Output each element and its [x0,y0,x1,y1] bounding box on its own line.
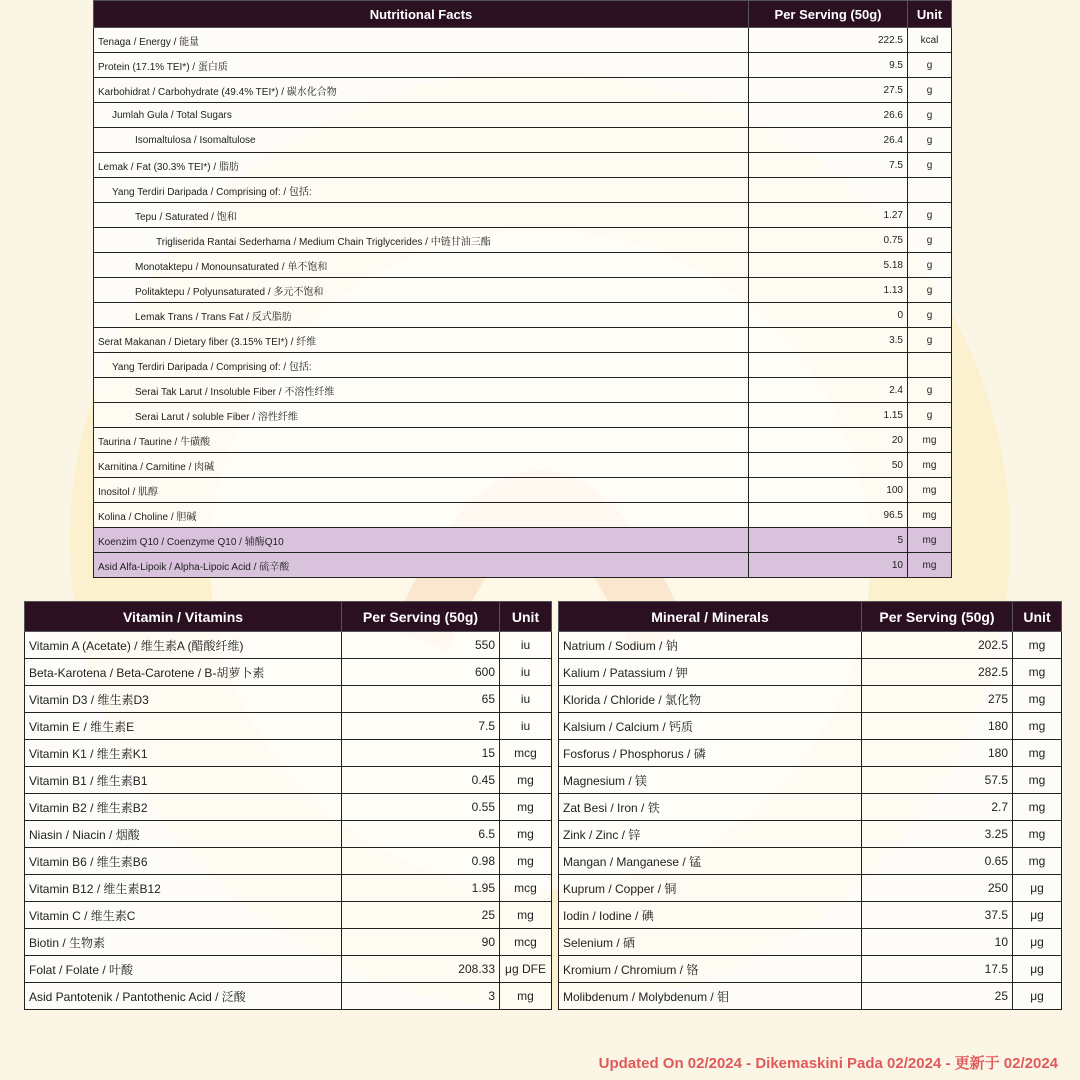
table-row [559,929,1062,956]
unit-value: g [908,103,952,128]
serving-value: 550 [342,632,500,659]
table-row [94,228,952,253]
table-row [25,713,552,740]
table-row [94,153,952,178]
nutrient-label: Yang Terdiri Daripada / Comprising of: / 包括: [94,353,749,378]
serving-value: 0.98 [342,848,500,875]
nutrient-label: Asid Pantotenik / Pantothenic Acid / 泛酸 [25,983,342,1010]
nutrient-label: Niasin / Niacin / 烟酸 [25,821,342,848]
unit-value: mg [1013,659,1062,686]
table-row [559,794,1062,821]
serving-value: 37.5 [862,902,1013,929]
nutrient-label: Tepu / Saturated / 饱和 [94,203,749,228]
serving-value: 15 [342,740,500,767]
nutrient-label: Folat / Folate / 叶酸 [25,956,342,983]
table-row [94,503,952,528]
unit-value: mg [1013,794,1062,821]
nutrient-label: Lemak Trans / Trans Fat / 反式脂肪 [94,303,749,328]
unit-value: mg [1013,848,1062,875]
table-row [94,303,952,328]
unit-value: mg [500,902,552,929]
serving-value: 20 [749,428,908,453]
unit-value: g [908,203,952,228]
nutrient-label: Molibdenum / Molybdenum / 钼 [559,983,862,1010]
unit-value: mg [1013,740,1062,767]
nutrient-label: Natrium / Sodium / 钠 [559,632,862,659]
table-row [25,659,552,686]
serving-value: 208.33 [342,956,500,983]
table-row [94,528,952,553]
unit-value: mcg [500,929,552,956]
nutrient-label: Mangan / Manganese / 锰 [559,848,862,875]
unit-value: mg [500,767,552,794]
nutrient-label: Vitamin D3 / 维生素D3 [25,686,342,713]
serving-value: 10 [749,553,908,578]
unit-value: μg [1013,902,1062,929]
unit-value: mcg [500,875,552,902]
unit-value: mg [500,794,552,821]
table-row [94,403,952,428]
serving-value: 27.5 [749,78,908,103]
unit-value: g [908,403,952,428]
table-row [94,53,952,78]
unit-value [908,353,952,378]
table-row [94,328,952,353]
nutrient-label: Beta-Karotena / Beta-Carotene / B-胡萝卜素 [25,659,342,686]
unit-value: iu [500,632,552,659]
unit-value: mg [908,503,952,528]
nutrient-label: Tenaga / Energy / 能量 [94,28,749,53]
unit-value: mg [500,821,552,848]
serving-value: 96.5 [749,503,908,528]
unit-value: μg DFE [500,956,552,983]
serving-value: 202.5 [862,632,1013,659]
nutrient-label: Vitamin B2 / 维生素B2 [25,794,342,821]
table-row [559,983,1062,1010]
nutrient-label: Kolina / Choline / 胆碱 [94,503,749,528]
table-header-row [559,602,1062,632]
table-row [94,478,952,503]
unit-value: mg [500,848,552,875]
table-row [559,767,1062,794]
table-row [559,956,1062,983]
nutrient-label: Kuprum / Copper / 铜 [559,875,862,902]
nutrient-label: Iodin / Iodine / 碘 [559,902,862,929]
serving-value: 6.5 [342,821,500,848]
table-row [25,686,552,713]
nutrient-label: Lemak / Fat (30.3% TEI*) / 脂肪 [94,153,749,178]
nutrient-label: Kalium / Patassium / 钾 [559,659,862,686]
nutrient-label: Vitamin B12 / 维生素B12 [25,875,342,902]
serving-value: 180 [862,713,1013,740]
serving-value: 1.13 [749,278,908,303]
unit-value: mg [1013,713,1062,740]
nutrient-label: Vitamin A (Acetate) / 维生素A (醋酸纤维) [25,632,342,659]
serving-value: 0.45 [342,767,500,794]
unit-value: mg [908,553,952,578]
serving-value: 57.5 [862,767,1013,794]
serving-value: 282.5 [862,659,1013,686]
table-row [94,78,952,103]
serving-value [749,178,908,203]
table-row [94,178,952,203]
nutrient-label: Zat Besi / Iron / 铁 [559,794,862,821]
nutrient-label: Vitamin C / 维生素C [25,902,342,929]
table-row [94,378,952,403]
unit-value: g [908,378,952,403]
table-row [25,983,552,1010]
serving-value: 5 [749,528,908,553]
table-row [94,428,952,453]
nutrient-label: Koenzim Q10 / Coenzyme Q10 / 辅酶Q10 [94,528,749,553]
table-row [559,713,1062,740]
nutrient-label: Kromium / Chromium / 铬 [559,956,862,983]
unit-value: mg [908,428,952,453]
table-row [94,128,952,153]
unit-value: g [908,78,952,103]
serving-value: 222.5 [749,28,908,53]
serving-value: 0.75 [749,228,908,253]
serving-value: 3.5 [749,328,908,353]
nutrient-label: Taurina / Taurine / 牛磺酸 [94,428,749,453]
nutrient-label: Inositol / 肌醇 [94,478,749,503]
unit-value: mg [908,478,952,503]
nutrition-serving-header: Per Serving (50g) [749,1,908,28]
table-row [94,103,952,128]
nutrition-unit-header: Unit [908,1,952,28]
unit-value: mg [1013,767,1062,794]
nutrient-label: Vitamin B6 / 维生素B6 [25,848,342,875]
unit-value: g [908,153,952,178]
table-row [559,875,1062,902]
nutrient-label: Selenium / 硒 [559,929,862,956]
nutrient-label: Serat Makanan / Dietary fiber (3.15% TEI*) / 纤维 [94,328,749,353]
table-row [25,794,552,821]
serving-value: 65 [342,686,500,713]
unit-value: mcg [500,740,552,767]
serving-value: 2.7 [862,794,1013,821]
nutrient-label: Karbohidrat / Carbohydrate (49.4% TEI*) / 碳水化合物 [94,78,749,103]
minerals-serving-header: Per Serving (50g) [862,602,1013,632]
minerals-name-header: Mineral / Minerals [559,602,862,632]
unit-value: g [908,128,952,153]
unit-value: g [908,253,952,278]
nutrient-label: Protein (17.1% TEI*) / 蛋白质 [94,53,749,78]
unit-value: μg [1013,983,1062,1010]
unit-value: mg [1013,632,1062,659]
nutrient-label: Serai Tak Larut / Insoluble Fiber / 不溶性纤维 [94,378,749,403]
serving-value: 90 [342,929,500,956]
unit-value: mg [1013,686,1062,713]
unit-value: iu [500,659,552,686]
nutrient-label: Biotin / 生物素 [25,929,342,956]
vitamins-name-header: Vitamin / Vitamins [25,602,342,632]
nutrient-label: Serai Larut / soluble Fiber / 溶性纤维 [94,403,749,428]
unit-value [908,178,952,203]
vitamins-serving-header: Per Serving (50g) [342,602,500,632]
nutrient-label: Vitamin B1 / 维生素B1 [25,767,342,794]
table-row [25,821,552,848]
table-header-row [25,602,552,632]
serving-value: 0.55 [342,794,500,821]
serving-value: 10 [862,929,1013,956]
unit-value: mg [908,453,952,478]
nutrient-label: Vitamin E / 维生素E [25,713,342,740]
minerals-table [558,601,1062,1010]
serving-value: 3 [342,983,500,1010]
serving-value: 17.5 [862,956,1013,983]
table-row [25,740,552,767]
serving-value: 50 [749,453,908,478]
table-row [559,659,1062,686]
table-row [559,686,1062,713]
serving-value: 7.5 [342,713,500,740]
nutrient-label: Isomaltulosa / Isomaltulose [94,128,749,153]
updated-date-note: Updated On 02/2024 - Dikemaskini Pada 02/2024 - 更新于 02/2024 [598,1055,1058,1072]
nutrient-label: Monotaktepu / Monounsaturated / 单不饱和 [94,253,749,278]
unit-value: mg [1013,821,1062,848]
nutrient-label: Fosforus / Phosphorus / 磷 [559,740,862,767]
serving-value [749,353,908,378]
table-row [25,956,552,983]
serving-value: 180 [862,740,1013,767]
unit-value: iu [500,686,552,713]
serving-value: 0 [749,303,908,328]
vitamins-table [24,601,552,1010]
serving-value: 275 [862,686,1013,713]
table-row [94,553,952,578]
table-row [94,278,952,303]
table-row [559,902,1062,929]
serving-value: 9.5 [749,53,908,78]
serving-value: 600 [342,659,500,686]
nutrient-label: Jumlah Gula / Total Sugars [94,103,749,128]
nutrition-name-header: Nutritional Facts [94,1,749,28]
unit-value: g [908,228,952,253]
serving-value: 1.15 [749,403,908,428]
nutrient-label: Trigliserida Rantai Sederhama / Medium Chain Triglycerides / 中链甘油三酯 [94,228,749,253]
table-row [25,902,552,929]
unit-value: g [908,278,952,303]
nutrient-label: Vitamin K1 / 维生素K1 [25,740,342,767]
table-row [25,848,552,875]
unit-value: μg [1013,875,1062,902]
table-row [25,767,552,794]
serving-value: 25 [862,983,1013,1010]
table-row [559,740,1062,767]
table-row [94,353,952,378]
serving-value: 1.27 [749,203,908,228]
serving-value: 100 [749,478,908,503]
table-row [94,28,952,53]
unit-value: μg [1013,929,1062,956]
unit-value: mg [500,983,552,1010]
serving-value: 250 [862,875,1013,902]
vitamins-unit-header: Unit [500,602,552,632]
table-row [559,848,1062,875]
serving-value: 3.25 [862,821,1013,848]
table-row [25,632,552,659]
table-row [94,253,952,278]
unit-value: kcal [908,28,952,53]
serving-value: 25 [342,902,500,929]
serving-value: 1.95 [342,875,500,902]
nutrient-label: Karnitina / Carnitine / 肉碱 [94,453,749,478]
nutrient-label: Yang Terdiri Daripada / Comprising of: / 包括: [94,178,749,203]
nutrient-label: Magnesium / 镁 [559,767,862,794]
table-row [94,453,952,478]
table-row [559,632,1062,659]
unit-value: g [908,303,952,328]
table-row [25,929,552,956]
serving-value: 2.4 [749,378,908,403]
nutrient-label: Klorida / Chloride / 氯化物 [559,686,862,713]
table-row [559,821,1062,848]
nutrient-label: Zink / Zinc / 锌 [559,821,862,848]
serving-value: 7.5 [749,153,908,178]
table-header-row [94,1,952,28]
unit-value: mg [908,528,952,553]
serving-value: 0.65 [862,848,1013,875]
nutrient-label: Asid Alfa-Lipoik / Alpha-Lipoic Acid / 硫辛酸 [94,553,749,578]
nutritional-facts-table [93,0,952,578]
unit-value: iu [500,713,552,740]
unit-value: μg [1013,956,1062,983]
table-row [25,875,552,902]
serving-value: 5.18 [749,253,908,278]
serving-value: 26.4 [749,128,908,153]
nutrient-label: Politaktepu / Polyunsaturated / 多元不饱和 [94,278,749,303]
nutrient-label: Kalsium / Calcium / 钙质 [559,713,862,740]
table-row [94,203,952,228]
unit-value: g [908,53,952,78]
minerals-unit-header: Unit [1013,602,1062,632]
unit-value: g [908,328,952,353]
serving-value: 26.6 [749,103,908,128]
